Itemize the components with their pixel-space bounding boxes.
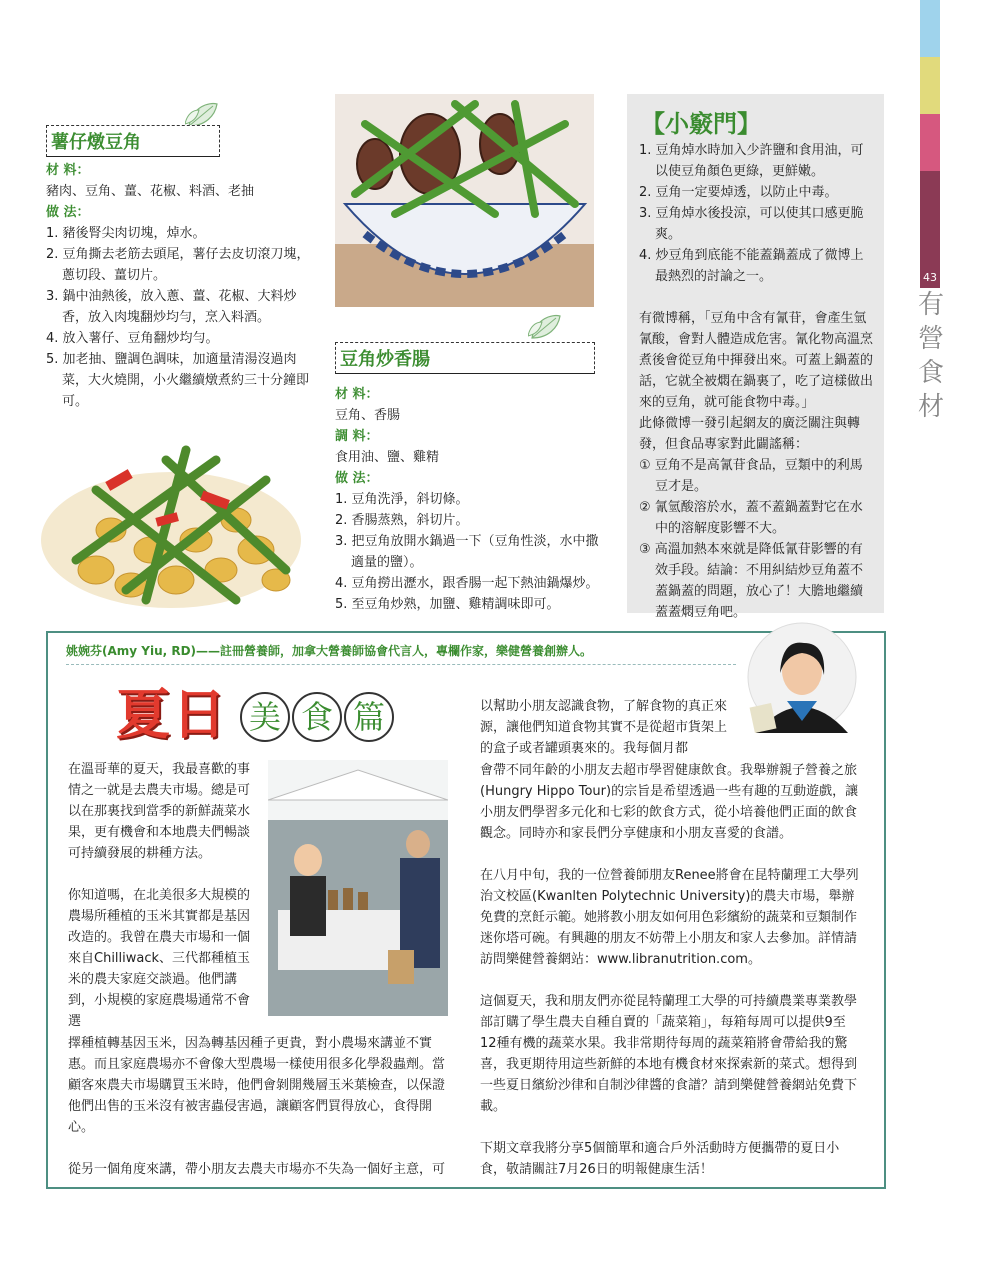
recipe1-step: 2. 豆角撕去老筋去頭尾，薯仔去皮切滾刀塊，蔥切段、薑切片。	[46, 247, 310, 283]
recipe2-method-label: 做 法：	[335, 471, 379, 486]
title-circle-char: 篇	[344, 692, 394, 742]
tips-paragraph: 此條微博一發引起網友的廣泛關注與轉發，但食品專家對此闢謠稱：	[639, 416, 861, 452]
article-paragraph: 擇種植轉基因玉米，因為轉基因種子更貴，對小農場來講並不實惠。而且家庭農場亦不會像大型農場一樣使用很多化學殺蟲劑。當顧客來農夫市場購買玉米時，他們會剝開幾層玉米葉檢查，以保證他們出售的玉米沒有被害蟲侵害過，讓顧客們買得放心，食得開心。	[68, 1036, 446, 1135]
article-paragraph: 你知道嗎，在北美很多大規模的農場所種植的玉米其實都是基因改造的。我曾在農夫市場和一個來自Chilliwack、三代都種植玉米的農夫家庭交談過。他們講到，小規模的家庭農場通常不會選	[68, 888, 251, 1029]
recipe2-title: 豆角炒香腸	[335, 342, 595, 374]
tip-item: 1. 豆角焯水時加入少許鹽和食用油，可以使豆角顏色更綠，更鮮嫩。	[639, 143, 864, 179]
article-right-column	[480, 760, 862, 1180]
article-paragraph: 下期文章我將分享5個簡單和適合戶外活動時方便攜帶的夏日小食，敬請關註7月26日的明報健康生活！	[480, 1141, 840, 1177]
title-circle-char: 美	[240, 692, 290, 742]
farmers-market-photo	[268, 760, 448, 1016]
recipe2-seasoning-label: 調 料：	[335, 429, 379, 444]
tip-item: 3. 豆角焯水後投涼，可以使其口感更脆爽。	[639, 206, 864, 242]
recipe1-step: 1. 豬後腎尖肉切塊，焯水。	[46, 226, 206, 241]
tips-paragraph: 有微博稱，「豆角中含有氰苷，會產生氫氰酸，會對人體造成危害。氰化物高溫烹煮後會從豆角中揮發出來。可蓋上鍋蓋的話，它就全被燜在鍋裏了，吃了這樣做出來的豆角，就可能食物中毒。」	[639, 311, 874, 410]
article-left-column-bottom	[68, 1033, 453, 1180]
tips-title: 【小竅門】	[641, 110, 761, 138]
recipe1-body	[46, 160, 314, 412]
side-strip-yellow	[920, 57, 940, 114]
recipe2-ingredients: 豆角、香腸	[335, 408, 401, 423]
author-avatar	[742, 621, 862, 733]
recipe2-step: 5. 至豆角炒熟，加鹽、雞精調味即可。	[335, 597, 560, 612]
side-strip-purple	[920, 171, 940, 268]
article-left-column-top	[68, 759, 253, 1032]
recipe2-body	[335, 384, 605, 615]
article-paragraph: 從另一個角度來講，帶小朋友去農夫市場亦不失為一個好主意，可	[68, 1162, 446, 1177]
article-right-column-top	[480, 696, 730, 759]
title-circle-char: 食	[292, 692, 342, 742]
leaf-icon	[528, 312, 562, 342]
recipe2-step: 1. 豆角洗淨，斜切條。	[335, 492, 469, 507]
recipe1-step: 3. 鍋中油熱後，放入蔥、薑、花椒、大料炒香，放入肉塊翻炒均勻，烹入料酒。	[46, 289, 297, 325]
recipe1-step: 5. 加老抽、鹽調色調味，加適量清湯沒過肉菜，大火燒開，小火繼續燉煮約三十分鐘即可。	[46, 352, 310, 409]
tips-box	[627, 94, 884, 620]
tips-content	[639, 140, 873, 623]
article-paragraph: 會帶不同年齡的小朋友去超市學習健康飲食。我舉辦親子營養之旅(Hungry Hippo Tour)的宗旨是希望透過一些有趣的互動遊戲，讓小朋友們學習多元化和七彩的飲食方式，從小培養他們正面的飲食觀念。同時亦和家長們分享健康和小朋友喜愛的食譜。	[480, 763, 859, 841]
tips-point: ③ 高溫加熱本來就是降低氰苷影響的有效手段。結論：不用糾結炒豆角蓋不蓋鍋蓋的問題，放心了！大膽地繼續蓋蓋燜豆角吧。	[639, 542, 864, 620]
article-title-big: 夏日	[116, 683, 228, 746]
recipe1-ingredients-label: 材 料：	[46, 163, 90, 178]
article-paragraph: 在八月中旬，我的一位營養師朋友Renee將會在昆特蘭理工大學列治文校區(Kwanlten Polytechnic University)的農夫市場，舉辦免費的烹飪示範。她將教小朋友如何用色彩繽紛的蔬菜和豆類制作迷你塔可碗。有興趣的朋友不妨帶上小朋友和家人去參加。詳情請訪問樂健營養網站：www.libranutrition.com。	[480, 868, 859, 967]
recipe1-method-label: 做 法：	[46, 205, 90, 220]
recipe2-seasoning: 食用油、鹽、雞精	[335, 450, 440, 465]
tip-item: 4. 炒豆角到底能不能蓋鍋蓋成了微博上最熱烈的討論之一。	[639, 248, 864, 284]
food-photo-beans-mushrooms	[36, 420, 306, 610]
tips-point: ① 豆角不是高氰苷食品，豆類中的利馬豆才是。	[639, 458, 863, 494]
recipe1-ingredients: 豬肉、豆角、薑、花椒、料酒、老抽	[46, 184, 255, 199]
tip-item: 2. 豆角一定要焯透，以防止中毒。	[639, 185, 838, 200]
recipe2-step: 3. 把豆角放開水鍋過一下（豆角性淡，水中撒適量的鹽）。	[335, 534, 599, 570]
author-bio: 姚婉芬(Amy Yiu, RD)——註冊營養師，加拿大營養師協會代言人，專欄作家，樂健營養創辦人。	[66, 644, 593, 658]
section-title-vertical: 有營食材	[918, 290, 945, 422]
recipe1-step: 4. 放入薯仔、豆角翻炒均勻。	[46, 331, 219, 346]
author-divider	[66, 664, 736, 665]
recipe2-ingredients-label: 材 料：	[335, 387, 379, 402]
page-number: 43	[920, 268, 940, 288]
article-paragraph: 在溫哥華的夏天，我最喜歡的事情之一就是去農夫市場。總是可以在那裏找到當季的新鮮蔬菜水果，更有機會和本地農夫們暢談可持續發展的耕種方法。	[68, 762, 251, 861]
tips-point: ② 氰氫酸溶於水，蓋不蓋鍋蓋對它在水中的溶解度影響不大。	[639, 500, 863, 536]
article-title	[116, 672, 416, 752]
side-strip-blue	[920, 0, 940, 57]
recipe2-step: 2. 香腸蒸熟，斜切片。	[335, 513, 469, 528]
side-strip-pink	[920, 114, 940, 171]
recipe2-step: 4. 豆角撈出瀝水，跟香腸一起下熱油鍋爆炒。	[335, 576, 599, 591]
article-paragraph: 以幫助小朋友認識食物，了解食物的真正來源，讓他們知道食物其實不是從超市貨架上的盒子或者罐頭裏來的。我每個月都	[480, 699, 728, 756]
food-photo-beans-sausage	[335, 94, 594, 307]
recipe1-title: 薯仔燉豆角	[46, 125, 220, 157]
article-paragraph: 這個夏天，我和朋友們亦從昆特蘭理工大學的可持續農業專業教學部訂購了學生農夫自種自賣的「蔬菜箱」，每箱每周可以提供9至12種有機的蔬菜水果。我非常期待每周的蔬菜箱將會帶給我的驚喜，我更期待用這些新鮮的本地有機食材來探索新的菜式。想得到一些夏日繽紛沙律和自制沙律醬的食譜？請到樂健營養網站免費下載。	[480, 994, 858, 1114]
